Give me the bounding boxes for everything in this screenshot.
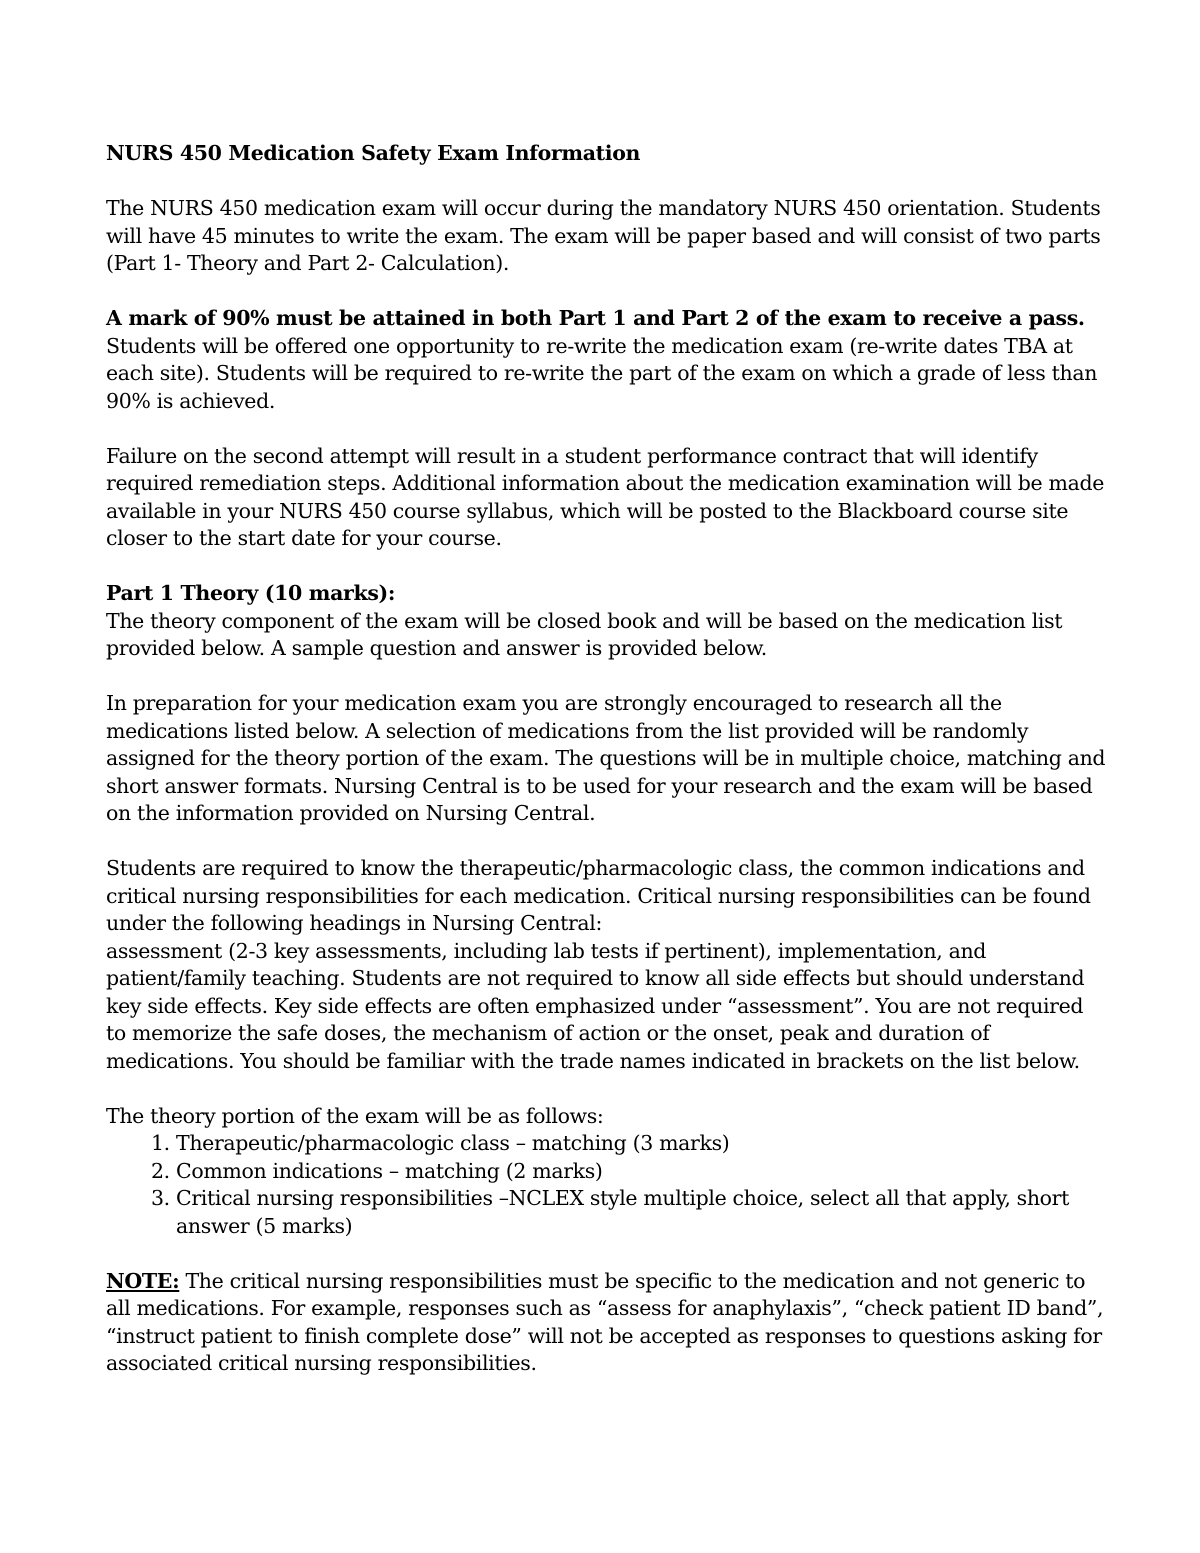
pass-requirement-text: A mark of 90% must be attained in both Part 1 and Part 2 of the exam to receive a pass. [106,306,1085,330]
pass-requirement-paragraph [106,305,1106,415]
document-body [106,140,1106,1405]
responsibilities-text: assessment (2-3 key assessments, including lab tests if pertinent), implementation, and patient/family teaching. Students are not required to know all side effects but should understand key side effects. Key side effects are often emphasized under “assessment”. You are not required to memorize the safe doses, the mechanism of action or the onset, peak and duration of medications. You should be familiar with the trade names indicated in brackets on the list below. [106,938,1085,1073]
note-paragraph [106,1268,1106,1378]
note-label: NOTE: [106,1268,180,1293]
part1-description: The theory component of the exam will be closed book and will be based on the medication list provided below. A sample question and answer is provided below. [106,608,1063,660]
theory-list-intro: The theory portion of the exam will be as follows: [106,1103,604,1128]
part1-heading: Part 1 Theory (10 marks): [106,581,396,605]
requirements-text: Students are required to know the therapeutic/pharmacologic class, the common indications and critical nursing responsibilities for each medication. Critical nursing responsibilities can be found under the following headings in Nursing Central: [106,856,1091,935]
note-text: The critical nursing responsibilities must be specific to the medication and not generic to all medications. For example, responses such as “assess for anaphylaxis”, “check patient ID band”, “instruct patient to finish complete dose” will not be accepted as responses to questions asking for associated critical nursing responsibilities. [106,1268,1104,1375]
document-title: NURS 450 Medication Safety Exam Information [106,141,641,165]
list-item: 2. Common indications – matching (2 marks) [176,1158,1106,1186]
list-item: 3. Critical nursing responsibilities –NCLEX style multiple choice, select all that apply, short answer (5 marks) [176,1185,1106,1240]
failure-policy-paragraph: Failure on the second attempt will result in a student performance contract that will identify required remediation steps. Additional information about the medication examination will be made available in your NURS 450 course syllabus, which will be posted to the Blackboard course site closer to the start date for your course. [106,443,1105,550]
part1-section [106,580,1106,663]
exam-overview-paragraph: The NURS 450 medication exam will occur during the mandatory NURS 450 orientation. Students will have 45 minutes to write the exam. The exam will be paper based and will consist of two parts (Part 1- Theory and Part 2- Calculation). [106,196,1101,275]
list-item: 1. Therapeutic/pharmacologic class – matching (3 marks) [176,1130,1106,1158]
theory-portion-list [106,1130,1106,1240]
preparation-paragraph: In preparation for your medication exam you are strongly encouraged to research all the medications listed below. A selection of medications from the list provided will be randomly assigned for the theory portion of the exam. The questions will be in multiple choice, matching and short answer formats. Nursing Central is to be used for your research and the exam will be based on the information provided on Nursing Central. [106,691,1106,825]
requirements-paragraph [106,855,1106,1075]
rewrite-policy-text: Students will be offered one opportunity to re-write the medication exam (re-write dates TBA at each site). Students will be required to re-write the part of the exam on which a grade of less than 90% is achieved. [106,333,1098,413]
